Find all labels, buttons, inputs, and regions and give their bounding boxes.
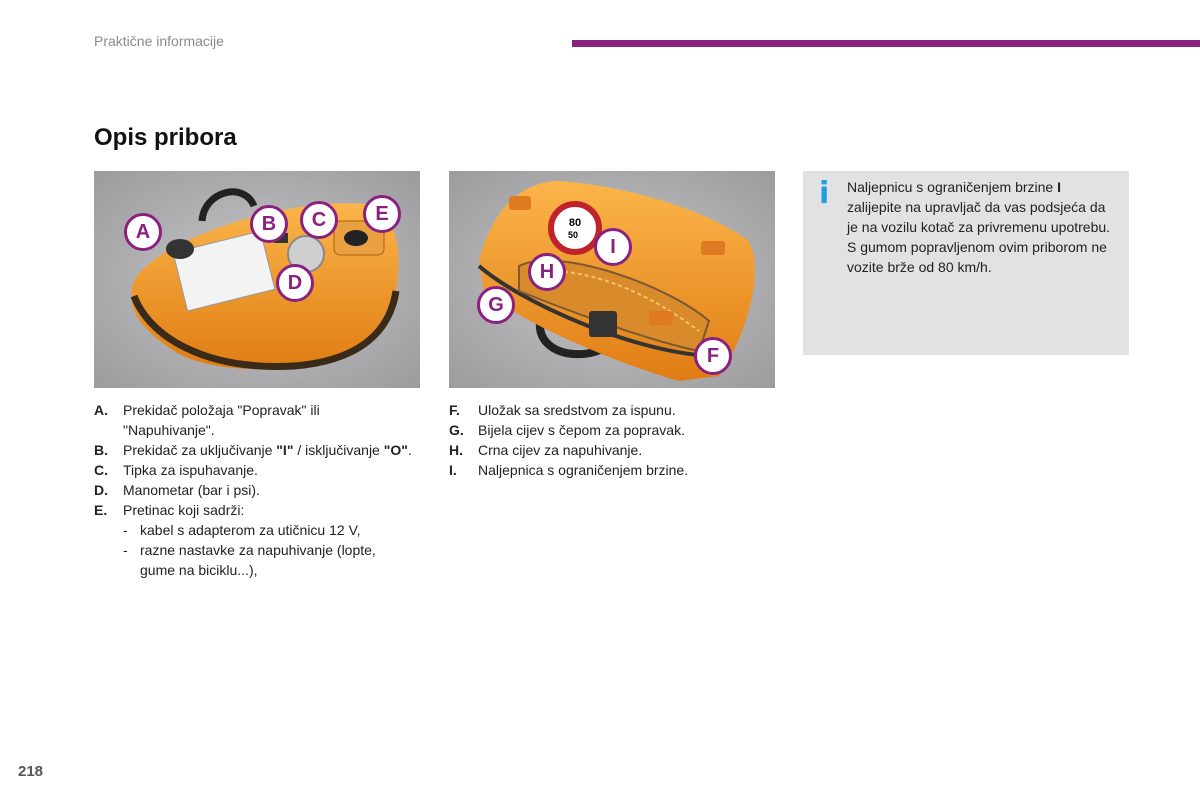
list-item-g bbox=[449, 420, 769, 440]
list-key: B. bbox=[94, 442, 108, 458]
list-key: D. bbox=[94, 482, 108, 498]
list-text: Tipka za ispuhavanje. bbox=[123, 462, 258, 478]
info-text bbox=[847, 177, 1119, 277]
component-list-right bbox=[449, 400, 769, 480]
callout-d: D bbox=[276, 264, 314, 302]
section-label: Praktične informacije bbox=[94, 33, 224, 49]
list-text: Pretinac koji sadrži: bbox=[123, 502, 245, 518]
list-key: C. bbox=[94, 462, 108, 478]
list-item-i bbox=[449, 460, 769, 480]
sub-list-item: - razne nastavke za napuhivanje (lopte, gume na biciklu...), bbox=[123, 542, 376, 578]
list-text: Uložak sa sredstvom za ispunu. bbox=[478, 402, 676, 418]
list-key: F. bbox=[449, 402, 460, 418]
callout-a: A bbox=[124, 213, 162, 251]
case-photo bbox=[449, 171, 775, 388]
callout-g: G bbox=[477, 286, 515, 324]
list-key: G. bbox=[449, 422, 464, 438]
sub-list bbox=[123, 520, 414, 580]
list-item-b bbox=[94, 440, 414, 460]
list-text: Prekidač položaja "Popravak" ili "Napuhivanje". bbox=[123, 402, 320, 438]
sticker-top: 80 bbox=[568, 217, 582, 229]
switch-on-label: "I" bbox=[276, 442, 294, 458]
switch-off-label: "O" bbox=[383, 442, 408, 458]
list-key: A. bbox=[94, 402, 108, 418]
list-text: Crna cijev za napuhivanje. bbox=[478, 442, 643, 458]
list-item-a bbox=[94, 400, 414, 440]
callout-i: I bbox=[594, 228, 632, 266]
callout-c: C bbox=[300, 201, 338, 239]
info-line1-text: Naljepnicu s ograničenjem brzine bbox=[847, 179, 1058, 195]
list-item-c bbox=[94, 460, 414, 480]
list-key: I. bbox=[449, 462, 457, 478]
list-key: H. bbox=[449, 442, 463, 458]
info-box bbox=[803, 171, 1129, 355]
sub-list-text: razne nastavke za napuhivanje (lopte, gume na biciklu...), bbox=[140, 542, 376, 578]
list-text: Prekidač za uključivanje bbox=[123, 442, 277, 458]
list-text: . bbox=[407, 442, 412, 458]
list-item-h bbox=[449, 440, 769, 460]
page-number: 218 bbox=[18, 763, 44, 780]
info-line1-rest: zalijepite na upravljač da vas podsjeća da je na vozilu kotač za privremenu upotrebu. bbox=[847, 199, 1111, 235]
list-item-e bbox=[94, 500, 414, 580]
list-key: E. bbox=[94, 502, 108, 518]
info-line1-bold: I bbox=[1057, 179, 1061, 195]
list-item-f bbox=[449, 400, 769, 420]
list-text: Manometar (bar i psi). bbox=[123, 482, 260, 498]
section-bar bbox=[572, 40, 1200, 47]
sub-list-text: kabel s adapterom za utičnicu 12 V, bbox=[140, 522, 361, 538]
callout-f: F bbox=[694, 337, 732, 375]
callout-h: H bbox=[528, 253, 566, 291]
compressor-photo bbox=[94, 171, 420, 388]
list-text: Naljepnica s ograničenjem brzine. bbox=[478, 462, 689, 478]
info-paragraph-2: S gumom popravljenom ovim priborom ne vozite brže od 80 km/h. bbox=[847, 239, 1107, 275]
sticker-bottom: 50 bbox=[567, 230, 579, 240]
list-text: Bijela cijev s čepom za popravak. bbox=[478, 422, 685, 438]
list-item-d bbox=[94, 480, 414, 500]
info-icon: i bbox=[819, 176, 830, 211]
sub-list-item: - kabel s adapterom za utičnicu 12 V, bbox=[123, 522, 361, 538]
list-text: / isključivanje bbox=[293, 442, 384, 458]
callout-b: B bbox=[250, 205, 288, 243]
info-paragraph-1 bbox=[847, 177, 1119, 237]
callout-e: E bbox=[363, 195, 401, 233]
page-title: Opis pribora bbox=[94, 124, 237, 151]
component-list-left bbox=[94, 400, 414, 580]
